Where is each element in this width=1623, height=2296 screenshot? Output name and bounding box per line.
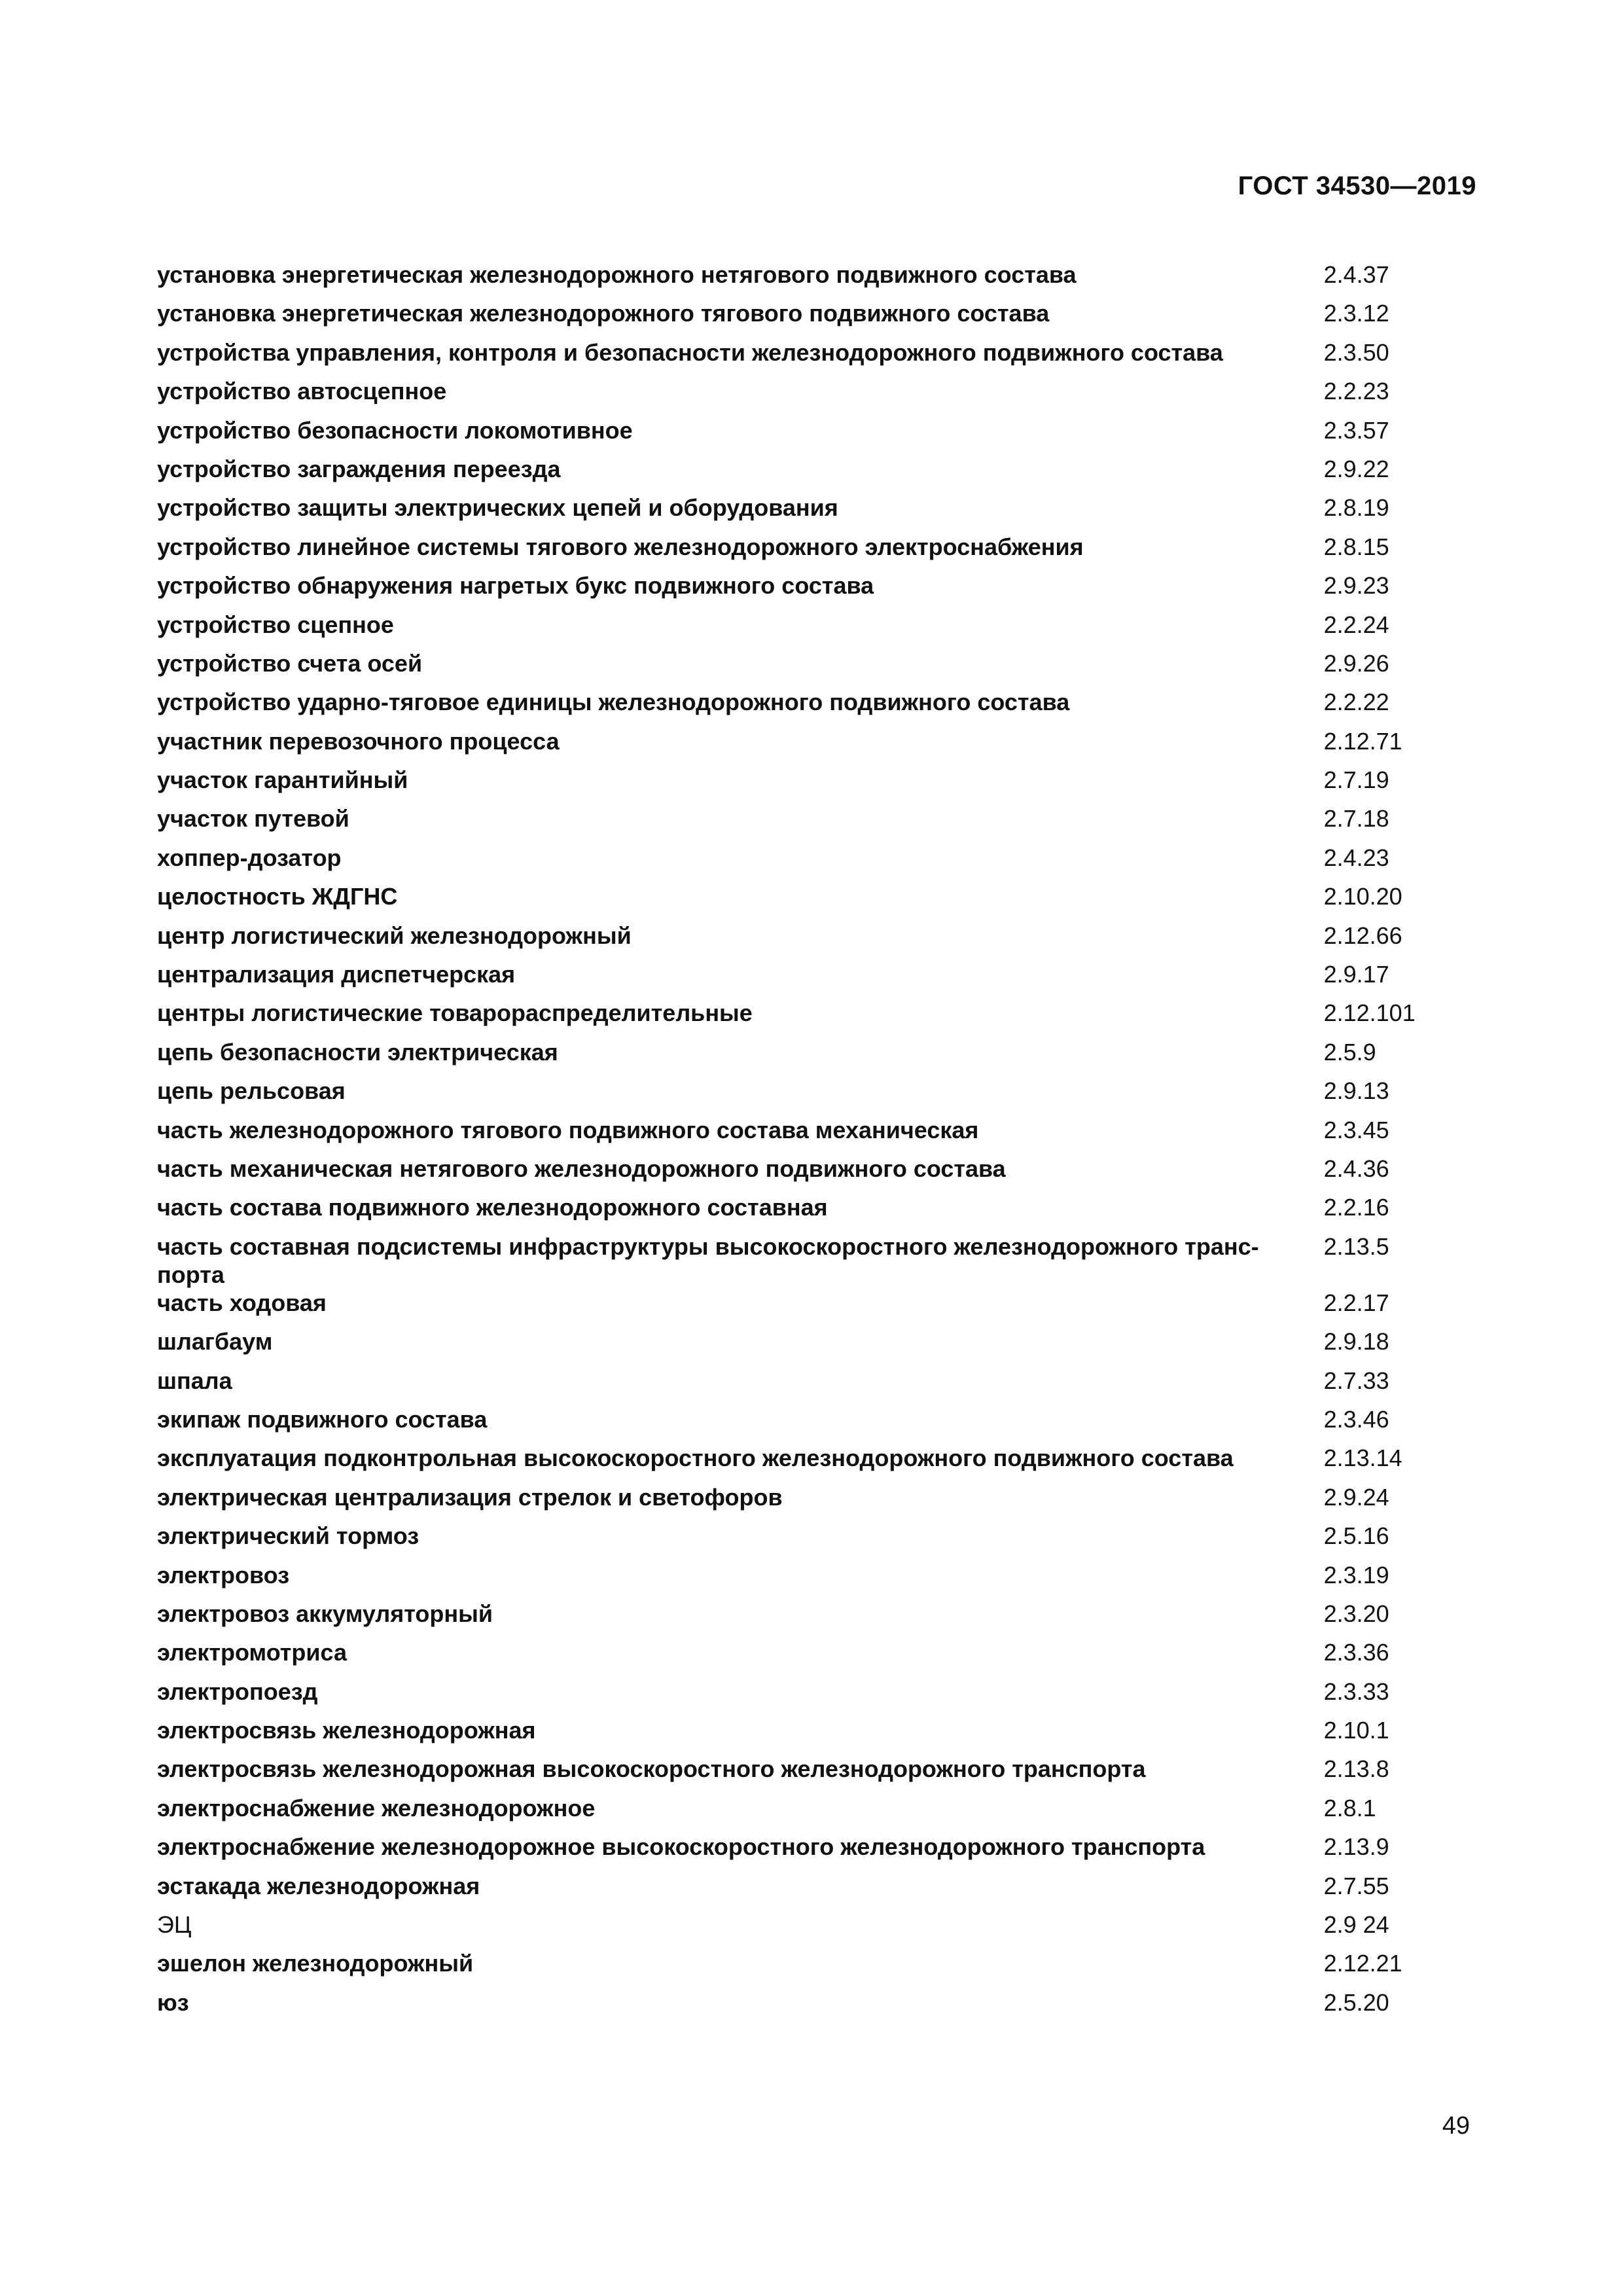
index-reference: 2.9.22 — [1323, 455, 1389, 482]
index-reference: 2.13.5 — [1323, 1232, 1389, 1260]
index-term: часть железнодорожного тягового подвижного состава механическая — [157, 1116, 979, 1143]
index-entry — [157, 1077, 1492, 1115]
index-entry — [157, 1444, 1492, 1482]
index-entry — [157, 1522, 1492, 1560]
index-term: эшелон железнодорожный — [157, 1950, 474, 1977]
index-term: шпала — [157, 1367, 232, 1394]
index-entry — [157, 727, 1492, 766]
index-term: шлагбаум — [157, 1328, 273, 1355]
index-reference: 2.9.26 — [1323, 649, 1389, 677]
index-term: электроснабжение железнодорожное — [157, 1794, 596, 1821]
alphabetical-index — [157, 260, 1492, 2027]
index-entry — [157, 338, 1492, 377]
index-entry — [157, 1755, 1492, 1793]
index-reference: 2.12.71 — [1323, 727, 1402, 755]
index-reference: 2.7.55 — [1323, 1872, 1389, 1899]
index-reference: 2.7.33 — [1323, 1367, 1389, 1394]
index-term: целостность ЖДГНС — [157, 883, 398, 910]
index-reference: 2.3.46 — [1323, 1405, 1389, 1433]
page-number: 49 — [1442, 2112, 1470, 2140]
index-reference: 2.2.17 — [1323, 1289, 1389, 1316]
index-term: электросвязь железнодорожная — [157, 1717, 536, 1744]
index-term: электрическая централизация стрелок и светофоров — [157, 1483, 783, 1511]
index-reference: 2.3.50 — [1323, 338, 1389, 366]
index-entry — [157, 1405, 1492, 1444]
index-term: электрический тормоз — [157, 1522, 419, 1550]
index-term: устройство заграждения переезда — [157, 455, 561, 482]
index-term: центры логистические товарораспределительные — [157, 999, 753, 1027]
index-entry — [157, 1988, 1492, 2027]
index-term: устройство сцепное — [157, 611, 394, 638]
index-entry — [157, 1910, 1492, 1949]
index-entry — [157, 571, 1492, 610]
index-term: установка энергетическая железнодорожного тягового подвижного состава — [157, 300, 1050, 327]
index-entry — [157, 960, 1492, 999]
index-entry — [157, 493, 1492, 532]
index-entry — [157, 1677, 1492, 1716]
index-reference: 2.2.24 — [1323, 611, 1389, 638]
index-term: участок путевой — [157, 805, 349, 833]
index-reference: 2.12.101 — [1323, 999, 1416, 1027]
index-term: часть состава подвижного железнодорожного составная — [157, 1194, 828, 1221]
index-reference: 2.9.23 — [1323, 572, 1389, 600]
index-term: электроснабжение железнодорожное высокоскоростного железнодорожного транспорта — [157, 1833, 1205, 1861]
index-term: устройство обнаружения нагретых букс подвижного состава — [157, 572, 874, 600]
index-reference: 2.4.23 — [1323, 844, 1389, 871]
index-term: устройство безопасности локомотивное — [157, 416, 633, 444]
index-entry — [157, 1483, 1492, 1522]
index-reference: 2.8.1 — [1323, 1794, 1376, 1821]
index-term: ЭЦ — [157, 1911, 192, 1939]
index-term: цепь безопасности электрическая — [157, 1038, 558, 1066]
index-reference: 2.13.14 — [1323, 1444, 1402, 1472]
index-reference: 2.5.20 — [1323, 1988, 1389, 2016]
index-term: центр логистический железнодорожный — [157, 922, 632, 949]
index-reference: 2.5.16 — [1323, 1522, 1389, 1550]
index-term: устройство защиты электрических цепей и оборудования — [157, 494, 838, 522]
index-entry — [157, 882, 1492, 921]
index-entry — [157, 1638, 1492, 1677]
index-reference: 2.7.18 — [1323, 805, 1389, 833]
index-term: хоппер-дозатор — [157, 844, 342, 871]
index-term: электровоз — [157, 1561, 290, 1588]
index-entry — [157, 844, 1492, 882]
index-entry — [157, 1327, 1492, 1366]
index-entry — [157, 1116, 1492, 1155]
index-entry — [157, 533, 1492, 571]
index-entry — [157, 1038, 1492, 1077]
index-reference: 2.3.33 — [1323, 1677, 1389, 1705]
index-entry — [157, 1289, 1492, 1327]
index-term: эксплуатация подконтрольная высокоскоростного железнодорожного подвижного состава — [157, 1444, 1234, 1472]
index-reference: 2.3.12 — [1323, 300, 1389, 327]
index-term: участок гарантийный — [157, 766, 408, 794]
index-term: устройство автосцепное — [157, 378, 447, 405]
index-reference: 2.3.36 — [1323, 1639, 1389, 1666]
index-reference: 2.3.19 — [1323, 1561, 1389, 1588]
index-term: централизация диспетчерская — [157, 961, 516, 988]
index-entry — [157, 299, 1492, 338]
index-entry — [157, 1872, 1492, 1910]
index-reference: 2.9.18 — [1323, 1328, 1389, 1355]
index-reference: 2.12.66 — [1323, 922, 1402, 949]
index-entry — [157, 1232, 1492, 1289]
index-entry — [157, 649, 1492, 688]
index-reference: 2.3.57 — [1323, 416, 1389, 444]
index-term: электромотриса — [157, 1639, 348, 1666]
index-reference: 2.2.16 — [1323, 1194, 1389, 1221]
index-entry — [157, 688, 1492, 726]
index-entry — [157, 377, 1492, 416]
index-term: юз — [157, 1988, 189, 2016]
index-entry — [157, 1794, 1492, 1833]
index-entry — [157, 611, 1492, 649]
index-reference: 2.2.22 — [1323, 689, 1389, 716]
index-reference: 2.10.20 — [1323, 883, 1402, 910]
index-reference: 2.2.23 — [1323, 378, 1389, 405]
index-reference: 2.5.9 — [1323, 1038, 1376, 1066]
index-term: электропоезд — [157, 1677, 318, 1705]
document-header: ГОСТ 34530—2019 — [1238, 171, 1476, 200]
index-term: часть механическая нетягового железнодорожного подвижного состава — [157, 1155, 1006, 1182]
index-entry — [157, 922, 1492, 960]
index-entry — [157, 766, 1492, 804]
index-reference: 2.12.21 — [1323, 1950, 1402, 1977]
index-term: участник перевозочного процесса — [157, 727, 560, 755]
index-reference: 2.8.15 — [1323, 533, 1389, 560]
index-term: устройство линейное системы тягового железнодорожного электроснабжения — [157, 533, 1084, 560]
index-entry — [157, 260, 1492, 299]
index-reference: 2.7.19 — [1323, 766, 1389, 794]
index-term: устройство ударно-тяговое единицы железнодорожного подвижного состава — [157, 689, 1070, 716]
index-term: цепь рельсовая — [157, 1077, 346, 1105]
index-entry — [157, 1600, 1492, 1638]
index-term: устройство счета осей — [157, 649, 423, 677]
index-reference: 2.13.9 — [1323, 1833, 1389, 1861]
index-reference: 2.10.1 — [1323, 1717, 1389, 1744]
index-reference: 2.9.24 — [1323, 1483, 1389, 1511]
index-entry — [157, 804, 1492, 843]
index-entry — [157, 1949, 1492, 1988]
index-reference: 2.4.37 — [1323, 261, 1389, 288]
index-term: часть составная подсистемы инфраструктуры высокоскоростного железнодорожного транс-порта — [157, 1232, 1259, 1288]
index-reference: 2.8.19 — [1323, 494, 1389, 522]
index-term: установка энергетическая железнодорожного нетягового подвижного состава — [157, 261, 1077, 288]
index-term: электросвязь железнодорожная высокоскоростного железнодорожного транспорта — [157, 1755, 1146, 1783]
index-reference: 2.9 24 — [1323, 1911, 1389, 1939]
index-entry — [157, 1716, 1492, 1755]
index-reference: 2.3.45 — [1323, 1116, 1389, 1143]
index-term: экипаж подвижного состава — [157, 1405, 488, 1433]
index-term: устройства управления, контроля и безопасности железнодорожного подвижного состава — [157, 338, 1223, 366]
index-reference: 2.3.20 — [1323, 1600, 1389, 1627]
index-entry — [157, 1367, 1492, 1405]
index-reference: 2.9.17 — [1323, 961, 1389, 988]
index-term: часть ходовая — [157, 1289, 327, 1316]
index-entry — [157, 999, 1492, 1037]
index-reference: 2.4.36 — [1323, 1155, 1389, 1182]
index-entry — [157, 1561, 1492, 1600]
index-entry — [157, 1155, 1492, 1193]
index-entry — [157, 1833, 1492, 1871]
index-reference: 2.13.8 — [1323, 1755, 1389, 1783]
index-term: эстакада железнодорожная — [157, 1872, 480, 1899]
index-entry — [157, 455, 1492, 493]
index-entry — [157, 416, 1492, 455]
index-entry — [157, 1193, 1492, 1232]
index-term: электровоз аккумуляторный — [157, 1600, 493, 1627]
index-reference: 2.9.13 — [1323, 1077, 1389, 1105]
